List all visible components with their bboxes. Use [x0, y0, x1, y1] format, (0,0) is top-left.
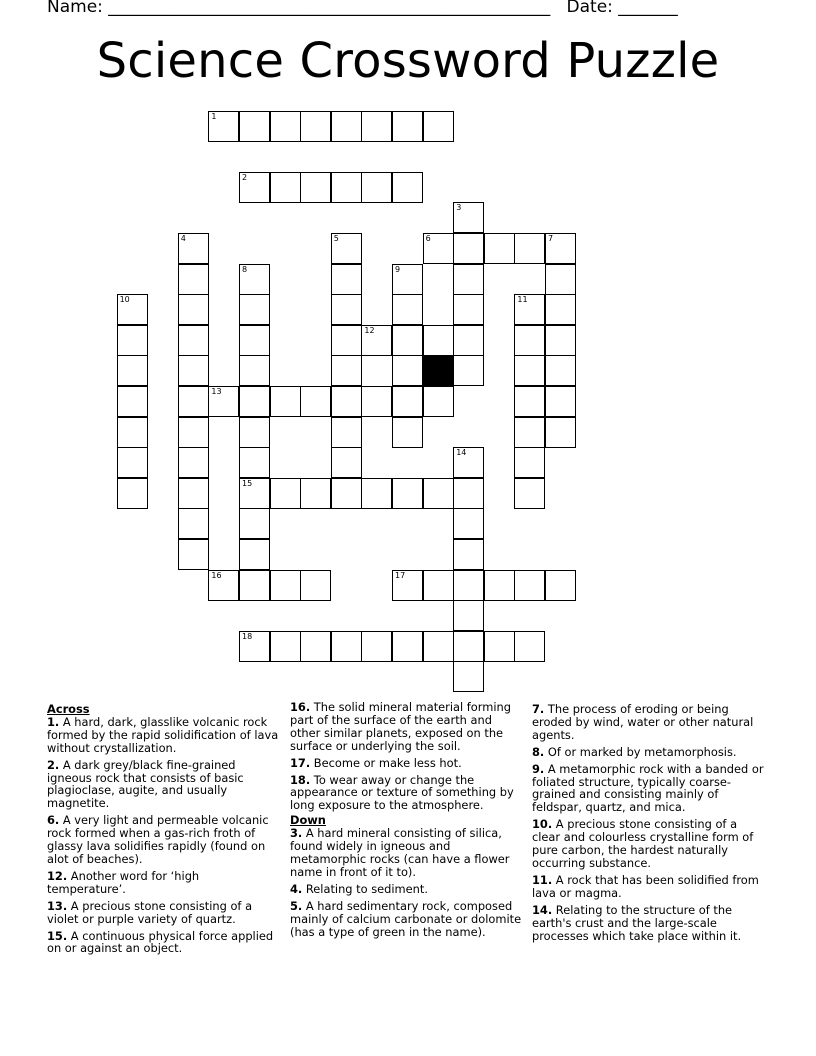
crossword-cell[interactable] [331, 111, 362, 142]
clue-number-label: 7. [532, 702, 545, 716]
crossword-cell[interactable] [178, 325, 209, 356]
crossword-cell[interactable] [361, 478, 392, 509]
crossword-cell[interactable] [178, 233, 209, 264]
clue-number-label: 16. [290, 700, 311, 714]
clue-number-label: 5. [290, 898, 303, 913]
clue-number: 9 [395, 264, 401, 274]
crossword-cell[interactable] [545, 233, 576, 264]
crossword-cell[interactable] [361, 386, 392, 417]
clue-item [47, 930, 279, 956]
clue-number: 7 [548, 234, 554, 243]
clue-number-label: 9. [532, 761, 545, 776]
clue-number-label: 15. [47, 928, 68, 943]
crossword-cell[interactable] [545, 325, 576, 356]
crossword-cell[interactable] [392, 172, 423, 203]
crossword-cell[interactable] [423, 233, 454, 264]
crossword-cell[interactable] [300, 478, 331, 509]
crossword-cell[interactable] [300, 386, 331, 417]
crossword-cell[interactable] [514, 478, 545, 509]
clue-number-label: 14. [532, 902, 553, 917]
crossword-cell[interactable] [117, 478, 148, 509]
down-heading: Down [290, 813, 326, 828]
clue-item [290, 900, 522, 939]
clue-number: 15 [242, 478, 253, 488]
crossword-cell[interactable] [239, 417, 270, 448]
clue-text: A hard sedimentary rock, composed mainly of calcium carbonate or dolomite (has a type of green in the name). [290, 898, 522, 939]
crossword-cell[interactable] [331, 172, 362, 203]
across-heading: Across [47, 702, 90, 716]
crossword-cell[interactable] [453, 264, 484, 295]
clue-item [47, 900, 279, 926]
crossword-cell[interactable] [361, 172, 392, 203]
crossword-cell[interactable] [514, 417, 545, 448]
clue-text: Of or marked by metamorphosis. [544, 744, 737, 759]
clue-item [532, 818, 764, 870]
crossword-cell[interactable] [117, 355, 148, 386]
clue-text: A precious stone consisting of a clear and colourless crystalline form of pure carbon, the hardest naturally occurring substance. [532, 817, 754, 870]
crossword-cell[interactable] [178, 508, 209, 539]
clue-item [290, 827, 522, 879]
crossword-cell[interactable] [423, 111, 454, 142]
crossword-cell[interactable] [453, 478, 484, 509]
clue-number-label: 1. [47, 714, 60, 729]
crossword-cell[interactable] [239, 111, 270, 142]
crossword-cell[interactable] [423, 325, 454, 356]
clue-item [532, 703, 764, 742]
crossword-cell[interactable] [453, 233, 484, 264]
crossword-cell[interactable] [392, 478, 423, 509]
crossword-cell[interactable] [484, 631, 515, 662]
clue-number: 4 [180, 234, 186, 243]
clue-text: A metamorphic rock with a banded or foliated structure, typically coarse-grained and consisting mainly of feldspar, quartz, and mica. [532, 761, 764, 815]
clue-item [47, 716, 279, 755]
clue-text: Relating to sediment. [302, 881, 428, 896]
crossword-cell[interactable] [239, 478, 270, 509]
clue-item [532, 874, 764, 900]
crossword-cell[interactable] [514, 355, 545, 386]
across-clue-list-continued [290, 701, 522, 812]
crossword-cell[interactable] [178, 539, 209, 570]
clue-number: 14 [456, 448, 467, 458]
crossword-cell[interactable] [239, 325, 270, 356]
crossword-cell[interactable] [117, 447, 148, 478]
clue-number: 16 [211, 570, 222, 580]
clue-number: 5 [333, 234, 339, 243]
crossword-cell[interactable] [484, 570, 515, 601]
crossword-cell[interactable] [117, 325, 148, 356]
crossword-cell[interactable] [208, 386, 239, 417]
crossword-cell[interactable] [545, 570, 576, 601]
crossword-cell[interactable] [423, 478, 454, 509]
clue-number-label: 10. [532, 817, 553, 832]
crossword-cell[interactable] [545, 386, 576, 417]
crossword-cell[interactable] [239, 447, 270, 478]
clue-item [290, 883, 522, 896]
crossword-cell[interactable] [514, 631, 545, 662]
crossword-cell[interactable] [239, 294, 270, 325]
clue-item [47, 759, 279, 811]
crossword-cell[interactable] [392, 264, 423, 295]
crossword-cell[interactable] [514, 447, 545, 478]
crossword-cell[interactable] [178, 478, 209, 509]
clue-item [532, 763, 764, 815]
clue-number-label: 18. [290, 772, 311, 787]
crossword-cell[interactable] [453, 600, 484, 631]
crossword-cell[interactable] [300, 631, 331, 662]
clue-number-label: 17. [290, 755, 311, 770]
crossword-cell[interactable] [453, 325, 484, 356]
crossword-cell[interactable] [208, 570, 239, 601]
crossword-cell[interactable] [239, 264, 270, 295]
clue-text: A very light and permeable volcanic rock formed when a gas-rich froth of glassy lava solidifies rapidly (found on alot of beaches). [47, 813, 269, 866]
crossword-cell[interactable] [514, 386, 545, 417]
crossword-cell[interactable] [239, 172, 270, 203]
crossword-cell[interactable] [270, 631, 301, 662]
crossword-cell[interactable] [300, 111, 331, 142]
crossword-cell[interactable] [331, 355, 362, 386]
crossword-cell[interactable] [545, 417, 576, 448]
clue-number: 2 [242, 172, 248, 182]
down-clue-list-continued [532, 703, 764, 942]
crossword-cell[interactable] [117, 386, 148, 417]
clue-number-label: 13. [47, 898, 68, 913]
crossword-cell[interactable] [423, 570, 454, 601]
crossword-cell[interactable] [545, 355, 576, 386]
crossword-cell[interactable] [361, 631, 392, 662]
clue-text: A rock that has been solidified from lava or magma. [532, 872, 759, 900]
crossword-cell[interactable] [392, 417, 423, 448]
clue-number-label: 4. [290, 881, 303, 896]
clue-item [47, 814, 279, 866]
crossword-cell[interactable] [239, 355, 270, 386]
crossword-cell[interactable] [178, 294, 209, 325]
clue-item [290, 774, 522, 813]
black-square [423, 355, 454, 386]
crossword-cell[interactable] [331, 417, 362, 448]
crossword-cell[interactable] [178, 417, 209, 448]
crossword-cell[interactable] [453, 661, 484, 692]
across-clue-list [47, 716, 279, 955]
clue-item [532, 746, 764, 759]
crossword-cell[interactable] [423, 386, 454, 417]
clue-text: A continuous physical force applied on or against an object. [47, 928, 274, 956]
crossword-cell[interactable] [453, 355, 484, 386]
clue-number: 11 [517, 295, 528, 305]
crossword-cell[interactable] [178, 447, 209, 478]
crossword-cell[interactable] [270, 386, 301, 417]
clue-number-label: 3. [290, 826, 303, 841]
crossword-cell[interactable] [117, 294, 148, 325]
crossword-cell[interactable] [453, 294, 484, 325]
page-title: Science Crossword Puzzle [96, 33, 720, 89]
crossword-cell[interactable] [178, 355, 209, 386]
crossword-cell[interactable] [331, 478, 362, 509]
clue-text: The solid mineral material forming part of the surface of the earth and other similar planets, exposed on the surface or underlying the soil. [290, 700, 511, 753]
crossword-cell[interactable] [331, 631, 362, 662]
crossword-cell[interactable] [239, 508, 270, 539]
crossword-cell[interactable] [392, 111, 423, 142]
clue-number: 6 [425, 234, 431, 243]
crossword-cell[interactable] [453, 539, 484, 570]
down-clue-list [290, 827, 522, 938]
name-field-label: Name: ____________________________________________________ [47, 0, 551, 17]
crossword-cell[interactable] [178, 264, 209, 295]
crossword-cell[interactable] [484, 233, 515, 264]
crossword-cell[interactable] [300, 570, 331, 601]
crossword-cell[interactable] [270, 111, 301, 142]
clue-number: 12 [364, 325, 375, 335]
crossword-cell[interactable] [453, 570, 484, 601]
crossword-cell[interactable] [239, 570, 270, 601]
crossword-cell[interactable] [331, 264, 362, 295]
crossword-cell[interactable] [208, 111, 239, 142]
clue-text: A dark grey/black fine-grained igneous rock that consists of basic plagioclase, augite, and usually magnetite. [47, 757, 244, 811]
crossword-cell[interactable] [331, 447, 362, 478]
clue-number: 3 [456, 203, 462, 213]
clue-number: 13 [211, 387, 222, 396]
crossword-cell[interactable] [239, 386, 270, 417]
clue-text: Become or make less hot. [310, 755, 462, 770]
clues-column-2 [290, 701, 522, 942]
date-field-label: Date: _______ [566, 0, 678, 17]
clue-number-label: 6. [47, 813, 60, 828]
crossword-cell[interactable] [239, 631, 270, 662]
clue-number: 8 [242, 264, 248, 274]
clue-number-label: 12. [47, 868, 68, 883]
clue-number: 17 [395, 570, 406, 580]
clue-text: Another word for ‘high temperature’. [47, 868, 200, 896]
clues-column-3 [532, 701, 764, 946]
crossword-cell[interactable] [392, 570, 423, 601]
clue-item [290, 701, 522, 753]
clue-text: To wear away or change the appearance or texture of something by long exposure to the atmosphere. [290, 772, 514, 813]
clue-text: A hard mineral consisting of silica, found widely in igneous and metamorphic rocks (can have a flower name in front of it to). [290, 826, 510, 879]
crossword-cell[interactable] [270, 570, 301, 601]
clue-item [47, 870, 279, 896]
crossword-cell[interactable] [392, 294, 423, 325]
clue-text: Relating to the structure of the earth's crust and the large-scale processes which take place within it. [532, 902, 742, 943]
crossword-cell[interactable] [331, 233, 362, 264]
clue-text: A hard, dark, glasslike volcanic rock formed by the rapid solidification of lava without crystallization. [47, 714, 279, 755]
crossword-cell[interactable] [270, 172, 301, 203]
clue-text: The process of eroding or being eroded by wind, water or other natural agents. [532, 702, 754, 742]
clue-number: 10 [119, 295, 130, 305]
clue-item [290, 757, 522, 770]
clues-column-1 [47, 701, 279, 959]
clue-number-label: 2. [47, 757, 60, 772]
crossword-cell[interactable] [392, 325, 423, 356]
clue-number: 18 [242, 631, 253, 641]
crossword-cell[interactable] [239, 539, 270, 570]
crossword-cell[interactable] [453, 447, 484, 478]
crossword-cell[interactable] [361, 325, 392, 356]
crossword-cell[interactable] [331, 386, 362, 417]
crossword-cell[interactable] [392, 355, 423, 386]
crossword-cell[interactable] [117, 417, 148, 448]
crossword-cell[interactable] [453, 508, 484, 539]
crossword-cell[interactable] [392, 631, 423, 662]
crossword-cell[interactable] [361, 111, 392, 142]
crossword-cell[interactable] [514, 233, 545, 264]
clue-text: A precious stone consisting of a violet or purple variety of quartz. [47, 898, 253, 926]
crossword-cell[interactable] [392, 386, 423, 417]
clue-number: 1 [211, 111, 217, 121]
crossword-cell[interactable] [453, 631, 484, 662]
crossword-cell[interactable] [270, 478, 301, 509]
clue-item [532, 904, 764, 943]
crossword-cell[interactable] [514, 570, 545, 601]
clue-number-label: 8. [532, 744, 545, 759]
crossword-cell[interactable] [545, 294, 576, 325]
crossword-cell[interactable] [514, 325, 545, 356]
crossword-cell[interactable] [423, 631, 454, 662]
crossword-cell[interactable] [545, 264, 576, 295]
crossword-cell[interactable] [178, 386, 209, 417]
crossword-cell[interactable] [300, 172, 331, 203]
clue-number-label: 11. [532, 872, 553, 887]
crossword-cell[interactable] [453, 202, 484, 233]
crossword-cell[interactable] [331, 325, 362, 356]
crossword-cell[interactable] [514, 294, 545, 325]
crossword-cell[interactable] [331, 294, 362, 325]
